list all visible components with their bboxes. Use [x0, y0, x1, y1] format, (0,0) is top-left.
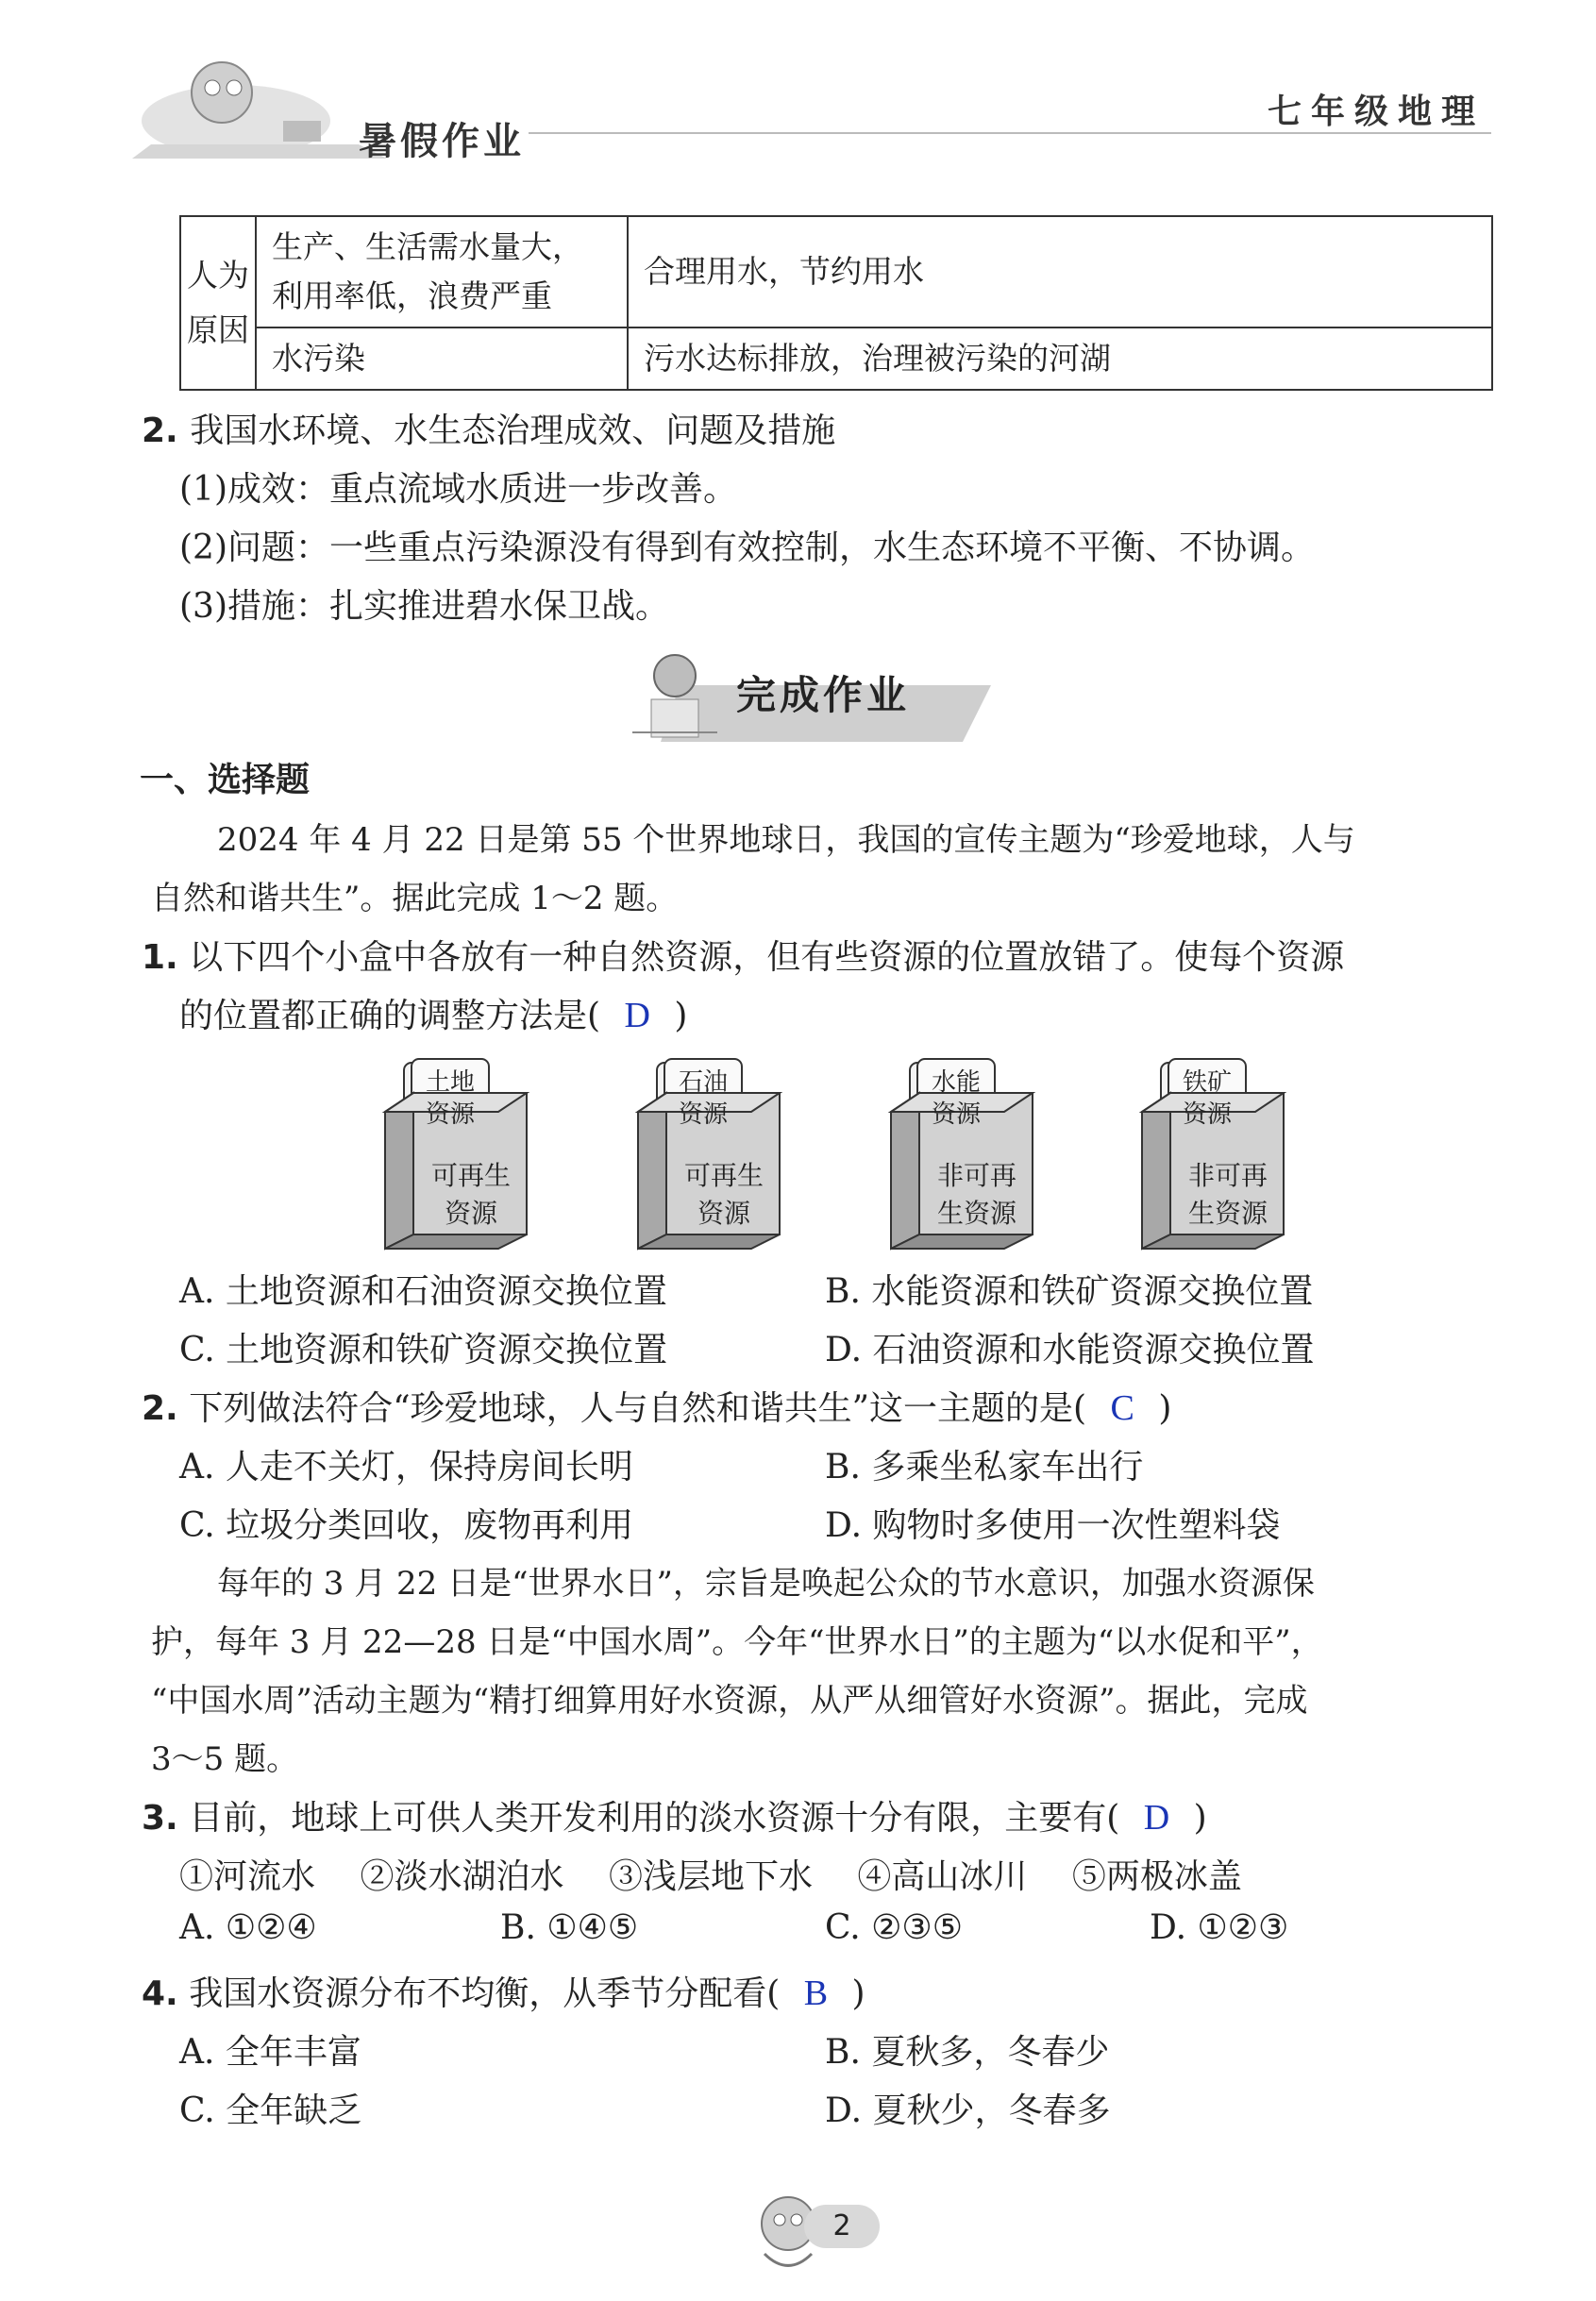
q3-stem: 3. 目前，地球上可供人类开发利用的淡水资源十分有限，主要有( D ): [142, 1798, 1207, 1838]
q2-stem: 2. 下列做法符合“珍爱地球，人与自然和谐共生”这一主题的是( C ): [142, 1388, 1172, 1428]
resource-box: [376, 1055, 536, 1253]
resource-box-label: 非可再 生资源: [936, 1160, 1016, 1229]
resource-card-label: 水能 资源: [931, 1068, 981, 1129]
resource-box-label: 可再生 资源: [430, 1160, 511, 1229]
resource-card-label: 铁矿 资源: [1182, 1068, 1232, 1129]
q2-text: 下列做法符合“珍爱地球，人与自然和谐共生”这一主题的是(: [189, 1389, 1087, 1428]
intro2-line: 护，每年 3 月 22—28 日是“中国水周”。今年“世界水日”的主题为“以水促和平”，: [151, 1623, 1323, 1661]
part1-title: 一、选择题: [140, 761, 311, 799]
cause-measure-table: [179, 215, 1493, 391]
q1-stem: [142, 931, 1344, 979]
q1-answer: D: [624, 996, 650, 1035]
q4-option-a[interactable]: A. 全年丰富: [179, 2033, 361, 2072]
q2-option-c[interactable]: C. 垃圾分类回收，废物再利用: [179, 1506, 634, 1545]
q1-option-b[interactable]: B. 水能资源和铁矿资源交换位置: [825, 1272, 1314, 1311]
q4-answer: B: [803, 1973, 829, 2013]
q2-option-b[interactable]: B. 多乘坐私家车出行: [825, 1448, 1144, 1486]
table-cell-cause: 水污染: [256, 328, 628, 390]
intro2-line: “中国水周”活动主题为“精打细算用好水资源，从严从细管好水资源”。据此，完成: [151, 1682, 1308, 1720]
section2-item: (3)措施：扎实推进碧水保卫战。: [179, 587, 669, 626]
table-cell-measure: 污水达标排放，治理被污染的河湖: [628, 328, 1492, 390]
table-row: [180, 328, 1492, 390]
q1-option-c[interactable]: C. 土地资源和铁矿资源交换位置: [179, 1331, 668, 1369]
header-title: 暑假作业: [359, 120, 525, 163]
resource-box: [1133, 1055, 1293, 1253]
q1-stem-continued: 的位置都正确的调整方法是( D ): [179, 996, 688, 1035]
q2-option-a[interactable]: A. 人走不关灯，保持房间长明: [179, 1448, 633, 1486]
header-subject: 七年级地理: [1267, 92, 1485, 131]
q3-answer: D: [1143, 1798, 1170, 1838]
q4-text: 我国水资源分布不均衡，从季节分配看(: [189, 1974, 781, 2013]
q4-option-b[interactable]: B. 夏秋多，冬春少: [825, 2033, 1110, 2072]
page-number: 2: [804, 2205, 880, 2248]
q4-stem: 4. 我国水资源分布不均衡，从季节分配看( B ): [142, 1973, 865, 2013]
table-cell-cause: 生产、生活需水量大，利用率低，浪费严重: [256, 216, 628, 328]
q2-number: 2.: [142, 1389, 178, 1428]
section2-item: (1)成效：重点流域水质进一步改善。: [179, 470, 737, 509]
q1-text: 以下四个小盒中各放有一种自然资源，但有些资源的位置放错了。使每个资源: [189, 938, 1345, 977]
q1-option-a[interactable]: A. 土地资源和石油资源交换位置: [179, 1272, 667, 1311]
resource-box-label: 非可再 生资源: [1187, 1160, 1268, 1229]
table-cell-measure: 合理用水，节约用水: [628, 216, 1492, 328]
q2-answer: C: [1110, 1388, 1134, 1428]
resource-box: [629, 1055, 789, 1253]
intro1-line: 自然和谐共生”。据此完成 1～2 题。: [151, 880, 679, 917]
homework-banner-text: 完成作业: [736, 672, 911, 718]
q3-option-c[interactable]: C. ②③⑤: [825, 1908, 963, 1947]
q2-option-d[interactable]: D. 购物时多使用一次性塑料袋: [825, 1506, 1281, 1545]
q3-number: 3.: [142, 1799, 178, 1838]
q3-items: ①河流水 ②淡水湖泊水 ③浅层地下水 ④高山冰川 ⑤两极冰盖: [179, 1857, 1242, 1896]
intro1-line: 2024 年 4 月 22 日是第 55 个世界地球日，我国的宣传主题为“珍爱地球，人与: [217, 821, 1355, 859]
section2-heading: 2. 我国水环境、水生态治理成效、问题及措施: [142, 411, 836, 450]
section2-item: (2)问题：一些重点污染源没有得到有效控制，水生态环境不平衡、不协调。: [179, 529, 1315, 567]
resource-box-label: 可再生 资源: [683, 1160, 764, 1229]
q1-option-d[interactable]: D. 石油资源和水能资源交换位置: [825, 1331, 1315, 1369]
q4-option-d[interactable]: D. 夏秋少，冬春多: [825, 2091, 1111, 2130]
row-header: 人为原因: [180, 216, 256, 390]
q4-number: 4.: [142, 1974, 178, 2013]
q3-option-b[interactable]: B. ①④⑤: [500, 1908, 639, 1947]
intro2-line: 3～5 题。: [151, 1740, 299, 1778]
q1-number: 1.: [142, 938, 178, 977]
intro2-line: 每年的 3 月 22 日是“世界水日”，宗旨是唤起公众的节水意识，加强水资源保: [217, 1565, 1315, 1603]
q3-text: 目前，地球上可供人类开发利用的淡水资源十分有限，主要有(: [189, 1799, 1120, 1838]
table-row: [180, 216, 1492, 328]
q3-option-d[interactable]: D. ①②③: [1150, 1908, 1289, 1947]
resource-card-label: 土地 资源: [425, 1068, 475, 1129]
q4-option-c[interactable]: C. 全年缺乏: [179, 2091, 362, 2130]
q3-option-a[interactable]: A. ①②④: [179, 1908, 317, 1947]
resource-card-label: 石油 资源: [678, 1068, 728, 1129]
section2-title: 我国水环境、水生态治理成效、问题及措施: [190, 411, 836, 450]
resource-box: [882, 1055, 1042, 1253]
